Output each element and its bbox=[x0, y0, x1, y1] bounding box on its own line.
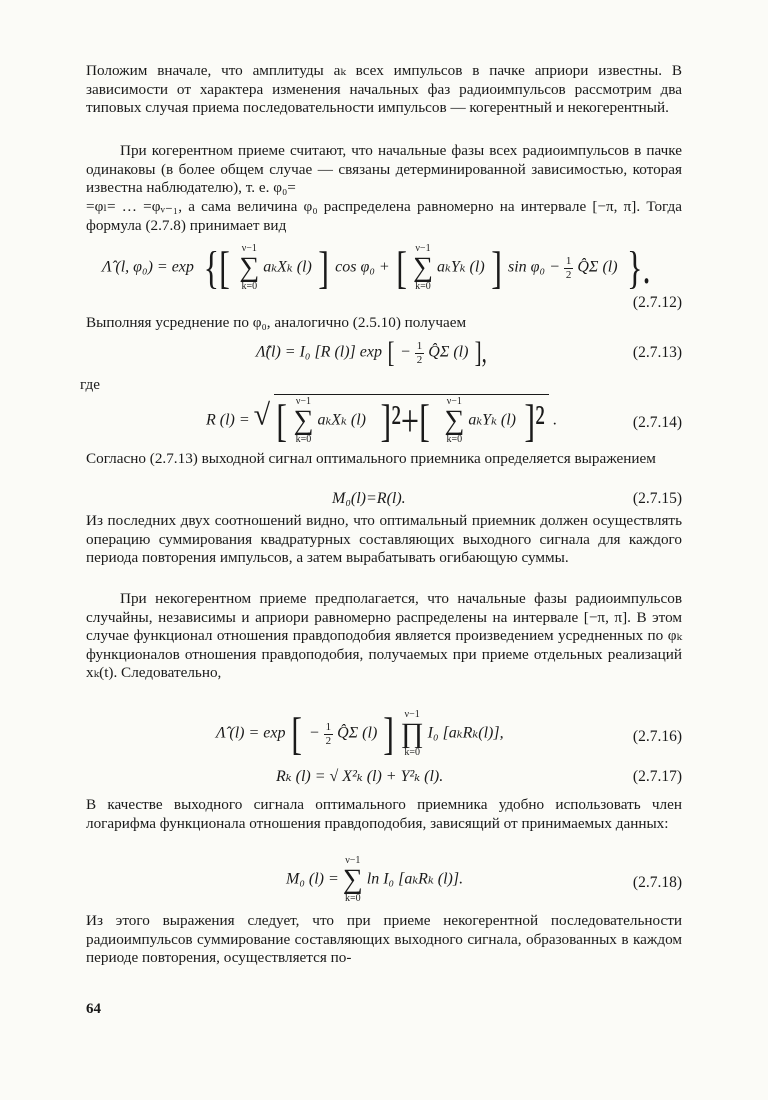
eq17-text: Rₖ (l) = √ X²ₖ (l) + Y²ₖ (l). bbox=[276, 768, 444, 785]
eq12-half: $\frac{1}{2}$ bbox=[565, 255, 572, 281]
paragraph-intro: Положим вначале, что амплитуды aₖ всех импульсов в пачке априори известны. В зависимости от характера изменения начальных фаз радиоимпульсов рассмотрим два типовых случая приема последовательности импульсов — когерентный и некогерентный. bbox=[86, 62, 682, 117]
eq12-term-x: aₖXₖ (l) bbox=[263, 258, 312, 276]
paragraph-conclusion-coherent: Из последних двух соотношений видно, что оптимальный приемник должен осуществлять операцию суммирования квадратурных составляющих выходного сигнала для каждого периода повторения импульсов, а затем вырабатывать огибающую суммы. bbox=[86, 512, 682, 567]
eq16-rhs: I₀ [aₖRₖ(l)], bbox=[427, 724, 504, 742]
eq12-cos: cos φ₀ + bbox=[335, 258, 390, 276]
eq18-sum: ν−1 ∑ k=0 bbox=[342, 855, 363, 904]
eq12-sum-x: ν−1 ∑ k=0 bbox=[239, 243, 260, 292]
eq12-q: Q̂Σ (l) bbox=[577, 258, 618, 276]
paragraph-averaging: Выполняя усреднение по φ₀, аналогично (2.5.10) получаем bbox=[86, 314, 467, 331]
eq-label-2-7-12: (2.7.12) bbox=[632, 294, 682, 311]
eq16-q: Q̂Σ (l) bbox=[337, 724, 378, 742]
equation-2-7-15 bbox=[86, 488, 682, 512]
eq12-sum-y: ν−1 ∑ k=0 bbox=[413, 243, 433, 292]
page-number: 64 bbox=[86, 1001, 101, 1017]
paragraph-coherent: При когерентном приеме считают, что начальные фазы всех радиоимпульсов в пачке одинаковы (в более общем случае — связаны детерминированной зависимостью, которая известна наблюдателю), т. е. φ₀= bbox=[86, 142, 682, 197]
eq14-lhs: R (l) = bbox=[206, 411, 250, 429]
eq13-text: Λ̂(l) = I₀ [R (l)] exp bbox=[256, 343, 382, 361]
eq15-text: M₀(l)=R(l). bbox=[332, 490, 406, 507]
eq18-rhs: ln I₀ [aₖRₖ (l)]. bbox=[366, 870, 464, 888]
eq-label-2-7-13: (2.7.13) bbox=[632, 344, 682, 361]
paragraph-coherent-cont: =φₗ= … =φᵥ₋₁, а сама величина φ₀ распределена равномерно на интервале [−π, π]. Тогда формула (2.7.8) принимает вид bbox=[86, 198, 682, 234]
paragraph-noncoherent: При некогерентном приеме предполагается, что начальные фазы радиоимпульсов случайны, независимы и априори равномерно распределены на интервале [−π, π]. В этом случае функционал отношения правдоподобия является произведением усредненных по φₖ функционалов отношения правдоподобия, получаемых при приеме отдельных реализаций xₖ(t). Следовательно, bbox=[86, 590, 682, 682]
eq-label-2-7-15: (2.7.15) bbox=[632, 490, 682, 507]
eq-label-2-7-14: (2.7.14) bbox=[632, 414, 682, 431]
equation-2-7-14: R (l) = √ [ ν−1 ∑ k=0 aₖXₖ (l) ]²+[ ν−1 ∑ k=0 aₖYₖ (l) ]² . (2.7.14) bbox=[206, 395, 682, 446]
paragraph-final: Из этого выражения следует, что при приеме некогерентной последовательности радиоимпульсов суммирование составляющих выходного сигнала, образованных в каждом периоде повторения, осуществляется по- bbox=[86, 912, 682, 967]
eq12-lhs: Λ̂ (l, φ₀) = exp bbox=[102, 258, 194, 276]
eq16-lhs: Λ̂ (l) = exp bbox=[216, 724, 286, 742]
eq12-sin: sin φ₀ − bbox=[507, 258, 560, 276]
paragraph-output-signal: В качестве выходного сигнала оптимального приемника удобно использовать член логарифма функционала отношения правдоподобия, зависящий от принимаемых данных: bbox=[86, 796, 682, 832]
paragraph-according: Согласно (2.7.13) выходной сигнал оптимального приемника определяется выражением bbox=[86, 450, 656, 467]
eq18-lhs: M₀ (l) = bbox=[286, 870, 339, 888]
paragraph-where: где bbox=[80, 376, 100, 393]
equation-2-7-17 bbox=[86, 762, 682, 796]
eq-label-2-7-18: (2.7.18) bbox=[632, 874, 682, 891]
eq-label-2-7-17: (2.7.17) bbox=[632, 768, 682, 785]
equation-2-7-16: Λ̂ (l) = exp [ − $\frac{1}{2}$ Q̂Σ (l) ] ν−1 ∏ k=0 I₀ [aₖRₖ(l)], (2.7.16) bbox=[216, 708, 682, 759]
eq12-term-y: aₖYₖ (l) bbox=[436, 258, 485, 276]
eq-label-2-7-16: (2.7.16) bbox=[632, 728, 682, 745]
equation-2-7-12: Λ̂ (l, φ₀) = exp {[ ν−1 ∑ k=0 aₖXₖ (l) ] cos φ₀ + [ ν−1 ∑ k=0 aₖYₖ (l) ] sin φ₀ − $\frac{1}{2}$ Q̂Σ (l) }. (2.7.12) bbox=[86, 238, 682, 314]
equation-2-7-13: Λ̂(l) = I₀ [R (l)] exp [ − $\frac{1}{2}$ Q̂Σ (l) ], (2.7.13) bbox=[256, 336, 682, 369]
eq13-q: Q̂Σ (l) bbox=[428, 343, 469, 361]
equation-2-7-18 bbox=[86, 854, 682, 912]
eq14-radicand: [ ν−1 ∑ k=0 aₖXₖ (l) ]²+[ ν−1 ∑ k=0 aₖYₖ (l) ]² bbox=[274, 394, 549, 445]
eq16-product: ν−1 ∏ k=0 bbox=[400, 709, 424, 758]
